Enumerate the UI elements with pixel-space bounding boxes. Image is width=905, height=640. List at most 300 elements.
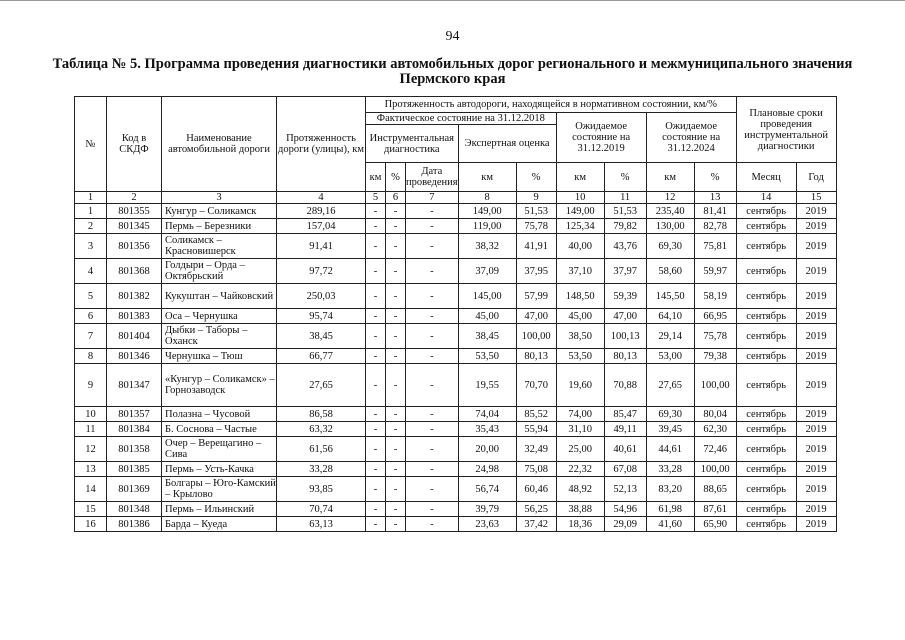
instr-km: - (366, 437, 386, 462)
exp2024-km: 130,00 (646, 219, 694, 234)
column-number: 11 (604, 192, 646, 204)
road-length: 157,04 (277, 219, 366, 234)
instr-km: - (366, 422, 386, 437)
exp2024-km: 44,61 (646, 437, 694, 462)
instr-km: - (366, 324, 386, 349)
expert-pct: 70,70 (516, 364, 556, 407)
exp2019-pct: 49,11 (604, 422, 646, 437)
exp2024-pct: 100,00 (694, 364, 736, 407)
exp2024-km: 33,28 (646, 462, 694, 477)
expert-pct: 60,46 (516, 477, 556, 502)
expert-pct: 56,25 (516, 502, 556, 517)
expert-pct: 57,99 (516, 284, 556, 309)
plan-year: 2019 (796, 502, 836, 517)
exp2019-km: 45,00 (556, 309, 604, 324)
top-edge-mark (0, 0, 905, 1)
road-code: 801386 (107, 517, 162, 532)
instr-km: - (366, 284, 386, 309)
instr-pct: - (386, 422, 406, 437)
expert-pct: 75,78 (516, 219, 556, 234)
exp2024-km: 27,65 (646, 364, 694, 407)
row-number: 7 (75, 324, 107, 349)
instr-date: - (406, 422, 459, 437)
table-row (75, 517, 837, 532)
instr-km: - (366, 407, 386, 422)
column-number: 5 (366, 192, 386, 204)
plan-month: сентябрь (736, 234, 796, 259)
exp2019-km: 22,32 (556, 462, 604, 477)
table-row (75, 204, 837, 219)
instr-date: - (406, 284, 459, 309)
exp2024-pct: 80,04 (694, 407, 736, 422)
header-plan: Плановые сроки проведения инструментальной диагностики (736, 97, 836, 163)
plan-year: 2019 (796, 284, 836, 309)
plan-month: сентябрь (736, 364, 796, 407)
expert-km: 39,79 (458, 502, 516, 517)
exp2019-pct: 47,00 (604, 309, 646, 324)
expert-km: 37,09 (458, 259, 516, 284)
road-length: 95,74 (277, 309, 366, 324)
row-number: 10 (75, 407, 107, 422)
instr-pct: - (386, 407, 406, 422)
road-name: Дыбки – Таборы – Оханск (162, 324, 277, 349)
plan-year: 2019 (796, 204, 836, 219)
table-row (75, 234, 837, 259)
column-number: 9 (516, 192, 556, 204)
road-name: Б. Соснова – Частые (162, 422, 277, 437)
expert-km: 24,98 (458, 462, 516, 477)
instr-pct: - (386, 364, 406, 407)
instr-km: - (366, 349, 386, 364)
plan-month: сентябрь (736, 462, 796, 477)
exp2019-km: 48,92 (556, 477, 604, 502)
exp2024-pct: 87,61 (694, 502, 736, 517)
column-number: 15 (796, 192, 836, 204)
plan-year: 2019 (796, 477, 836, 502)
row-number: 14 (75, 477, 107, 502)
exp2024-pct: 72,46 (694, 437, 736, 462)
column-number: 6 (386, 192, 406, 204)
table-row (75, 477, 837, 502)
road-name: Очер – Верещагино – Сива (162, 437, 277, 462)
instr-pct: - (386, 324, 406, 349)
header-expert: Экспертная оценка (458, 125, 556, 163)
road-length: 61,56 (277, 437, 366, 462)
exp2019-pct: 70,88 (604, 364, 646, 407)
road-length: 93,85 (277, 477, 366, 502)
road-name: Полазна – Чусовой (162, 407, 277, 422)
expert-km: 35,43 (458, 422, 516, 437)
instr-date: - (406, 309, 459, 324)
row-number: 9 (75, 364, 107, 407)
plan-month: сентябрь (736, 422, 796, 437)
table-row (75, 422, 837, 437)
exp2019-pct: 52,13 (604, 477, 646, 502)
plan-month: сентябрь (736, 502, 796, 517)
plan-month: сентябрь (736, 219, 796, 234)
expert-km: 149,00 (458, 204, 516, 219)
plan-month: сентябрь (736, 437, 796, 462)
road-code: 801385 (107, 462, 162, 477)
instr-date: - (406, 349, 459, 364)
road-code: 801358 (107, 437, 162, 462)
plan-month: сентябрь (736, 259, 796, 284)
plan-year: 2019 (796, 517, 836, 532)
exp2019-pct: 40,61 (604, 437, 646, 462)
road-length: 86,58 (277, 407, 366, 422)
plan-month: сентябрь (736, 324, 796, 349)
instr-km: - (366, 364, 386, 407)
road-length: 91,41 (277, 234, 366, 259)
expert-pct: 55,94 (516, 422, 556, 437)
exp2024-km: 53,00 (646, 349, 694, 364)
expert-km: 38,45 (458, 324, 516, 349)
exp2019-km: 18,36 (556, 517, 604, 532)
exp2019-km: 148,50 (556, 284, 604, 309)
table-row (75, 437, 837, 462)
instr-km: - (366, 517, 386, 532)
exp2019-pct: 51,53 (604, 204, 646, 219)
road-name: Кукуштан – Чайковский (162, 284, 277, 309)
exp2019-km: 19,60 (556, 364, 604, 407)
instr-date: - (406, 219, 459, 234)
exp2024-km: 64,10 (646, 309, 694, 324)
road-code: 801383 (107, 309, 162, 324)
expert-pct: 32,49 (516, 437, 556, 462)
instr-pct: - (386, 462, 406, 477)
exp2019-km: 37,10 (556, 259, 604, 284)
row-number: 13 (75, 462, 107, 477)
instr-pct: - (386, 477, 406, 502)
expert-pct: 47,00 (516, 309, 556, 324)
road-name: Голдыри – Орда – Октябрьский (162, 259, 277, 284)
road-name: «Кунгур – Соликамск» – Горнозаводск (162, 364, 277, 407)
exp2019-pct: 79,82 (604, 219, 646, 234)
instr-km: - (366, 219, 386, 234)
road-name: Болгары – Юго-Камский – Крылово (162, 477, 277, 502)
instr-pct: - (386, 259, 406, 284)
road-length: 63,32 (277, 422, 366, 437)
table-row (75, 259, 837, 284)
expert-pct: 100,00 (516, 324, 556, 349)
column-number: 3 (162, 192, 277, 204)
road-length: 289,16 (277, 204, 366, 219)
instr-km: - (366, 309, 386, 324)
expert-km: 119,00 (458, 219, 516, 234)
plan-year: 2019 (796, 324, 836, 349)
instr-km: - (366, 477, 386, 502)
exp2024-km: 145,50 (646, 284, 694, 309)
table-row (75, 284, 837, 309)
instr-date: - (406, 407, 459, 422)
header-pct: % (694, 163, 736, 192)
instr-pct: - (386, 309, 406, 324)
plan-month: сентябрь (736, 477, 796, 502)
instr-km: - (366, 462, 386, 477)
column-number: 14 (736, 192, 796, 204)
plan-year: 2019 (796, 234, 836, 259)
header-km: км (366, 163, 386, 192)
exp2024-pct: 79,38 (694, 349, 736, 364)
expert-pct: 85,52 (516, 407, 556, 422)
expert-km: 23,63 (458, 517, 516, 532)
table-row (75, 219, 837, 234)
header-km: км (556, 163, 604, 192)
instr-pct: - (386, 204, 406, 219)
instr-km: - (366, 259, 386, 284)
column-number: 1 (75, 192, 107, 204)
table-body (75, 204, 837, 532)
column-number: 2 (107, 192, 162, 204)
road-length: 97,72 (277, 259, 366, 284)
row-number: 3 (75, 234, 107, 259)
exp2019-km: 53,50 (556, 349, 604, 364)
instr-date: - (406, 477, 459, 502)
plan-month: сентябрь (736, 309, 796, 324)
instr-pct: - (386, 349, 406, 364)
page-number: 94 (445, 29, 460, 44)
road-code: 801384 (107, 422, 162, 437)
expert-km: 45,00 (458, 309, 516, 324)
instr-pct: - (386, 234, 406, 259)
row-number: 6 (75, 309, 107, 324)
exp2024-km: 83,20 (646, 477, 694, 502)
header-no: № (75, 97, 107, 192)
exp2024-pct: 66,95 (694, 309, 736, 324)
road-length: 70,74 (277, 502, 366, 517)
instr-pct: - (386, 502, 406, 517)
row-number: 4 (75, 259, 107, 284)
exp2019-pct: 43,76 (604, 234, 646, 259)
header-pct: % (386, 163, 406, 192)
exp2024-km: 58,60 (646, 259, 694, 284)
road-length: 27,65 (277, 364, 366, 407)
exp2019-km: 38,88 (556, 502, 604, 517)
diagnostics-table (74, 96, 837, 532)
road-code: 801368 (107, 259, 162, 284)
table-row (75, 324, 837, 349)
road-code: 801369 (107, 477, 162, 502)
row-number: 16 (75, 517, 107, 532)
instr-pct: - (386, 517, 406, 532)
expert-km: 145,00 (458, 284, 516, 309)
exp2019-pct: 37,97 (604, 259, 646, 284)
exp2019-pct: 67,08 (604, 462, 646, 477)
plan-year: 2019 (796, 309, 836, 324)
exp2019-km: 74,00 (556, 407, 604, 422)
expert-km: 19,55 (458, 364, 516, 407)
expert-km: 53,50 (458, 349, 516, 364)
expert-pct: 37,95 (516, 259, 556, 284)
header-expected-2019: Ожидаемое состояние на 31.12.2019 (556, 113, 646, 163)
plan-month: сентябрь (736, 204, 796, 219)
header-normative-group: Протяженность автодороги, находящейся в нормативном состоянии, км/% (366, 97, 737, 113)
exp2019-pct: 85,47 (604, 407, 646, 422)
header-month: Месяц (736, 163, 796, 192)
road-name: Оса – Чернушка (162, 309, 277, 324)
header-km: км (458, 163, 516, 192)
plan-year: 2019 (796, 259, 836, 284)
road-code: 801356 (107, 234, 162, 259)
exp2024-km: 69,30 (646, 234, 694, 259)
road-name: Пермь – Ильинский (162, 502, 277, 517)
plan-year: 2019 (796, 349, 836, 364)
column-number: 4 (277, 192, 366, 204)
column-number: 13 (694, 192, 736, 204)
header-year: Год (796, 163, 836, 192)
column-number: 8 (458, 192, 516, 204)
road-length: 66,77 (277, 349, 366, 364)
header-length: Протяженность дороги (улицы), км (277, 97, 366, 192)
exp2019-km: 149,00 (556, 204, 604, 219)
table-row (75, 502, 837, 517)
exp2019-pct: 59,39 (604, 284, 646, 309)
expert-pct: 37,42 (516, 517, 556, 532)
road-code: 801345 (107, 219, 162, 234)
header-instrumental: Инструментальная диагностика (366, 125, 459, 163)
table-row (75, 364, 837, 407)
expert-pct: 80,13 (516, 349, 556, 364)
road-name: Пермь – Усть-Качка (162, 462, 277, 477)
row-number: 15 (75, 502, 107, 517)
exp2024-km: 39,45 (646, 422, 694, 437)
row-number: 8 (75, 349, 107, 364)
road-name: Барда – Куеда (162, 517, 277, 532)
exp2019-pct: 54,96 (604, 502, 646, 517)
plan-month: сентябрь (736, 284, 796, 309)
instr-date: - (406, 324, 459, 349)
exp2024-pct: 81,41 (694, 204, 736, 219)
instr-km: - (366, 234, 386, 259)
road-code: 801357 (107, 407, 162, 422)
row-number: 12 (75, 437, 107, 462)
exp2019-pct: 80,13 (604, 349, 646, 364)
instr-pct: - (386, 284, 406, 309)
exp2024-pct: 75,78 (694, 324, 736, 349)
table-row (75, 309, 837, 324)
road-length: 63,13 (277, 517, 366, 532)
road-name: Чернушка – Тюш (162, 349, 277, 364)
table-row (75, 349, 837, 364)
header-pct: % (604, 163, 646, 192)
exp2019-km: 40,00 (556, 234, 604, 259)
plan-month: сентябрь (736, 517, 796, 532)
instr-date: - (406, 437, 459, 462)
plan-year: 2019 (796, 364, 836, 407)
instr-pct: - (386, 219, 406, 234)
road-code: 801404 (107, 324, 162, 349)
instr-km: - (366, 502, 386, 517)
plan-month: сентябрь (736, 407, 796, 422)
road-code: 801382 (107, 284, 162, 309)
exp2024-pct: 82,78 (694, 219, 736, 234)
exp2024-km: 235,40 (646, 204, 694, 219)
header-expected-2024: Ожидаемое состояние на 31.12.2024 (646, 113, 736, 163)
header-km: км (646, 163, 694, 192)
exp2024-pct: 58,19 (694, 284, 736, 309)
road-name: Пермь – Березники (162, 219, 277, 234)
header-name: Наименование автомобильной дороги (162, 97, 277, 192)
road-length: 250,03 (277, 284, 366, 309)
road-length: 33,28 (277, 462, 366, 477)
instr-date: - (406, 502, 459, 517)
expert-km: 56,74 (458, 477, 516, 502)
instr-date: - (406, 234, 459, 259)
road-name: Соликамск – Красновишерск (162, 234, 277, 259)
exp2024-pct: 75,81 (694, 234, 736, 259)
exp2024-km: 29,14 (646, 324, 694, 349)
expert-pct: 41,91 (516, 234, 556, 259)
table-row (75, 407, 837, 422)
road-code: 801355 (107, 204, 162, 219)
exp2019-km: 125,34 (556, 219, 604, 234)
instr-date: - (406, 462, 459, 477)
road-length: 38,45 (277, 324, 366, 349)
exp2024-pct: 59,97 (694, 259, 736, 284)
table-header (75, 97, 837, 204)
header-actual: Фактическое состояние на 31.12.2018 (366, 113, 557, 125)
exp2024-km: 69,30 (646, 407, 694, 422)
header-diag-date: Дата проведения (406, 163, 459, 192)
column-number: 7 (406, 192, 459, 204)
column-number: 12 (646, 192, 694, 204)
instr-date: - (406, 204, 459, 219)
exp2019-pct: 29,09 (604, 517, 646, 532)
road-code: 801348 (107, 502, 162, 517)
expert-km: 20,00 (458, 437, 516, 462)
road-code: 801347 (107, 364, 162, 407)
exp2024-pct: 100,00 (694, 462, 736, 477)
expert-pct: 75,08 (516, 462, 556, 477)
exp2024-km: 41,60 (646, 517, 694, 532)
row-number: 5 (75, 284, 107, 309)
exp2024-pct: 88,65 (694, 477, 736, 502)
column-number: 10 (556, 192, 604, 204)
exp2024-km: 61,98 (646, 502, 694, 517)
exp2019-km: 31,10 (556, 422, 604, 437)
exp2024-pct: 65,90 (694, 517, 736, 532)
exp2024-pct: 62,30 (694, 422, 736, 437)
instr-pct: - (386, 437, 406, 462)
exp2019-km: 38,50 (556, 324, 604, 349)
plan-year: 2019 (796, 422, 836, 437)
plan-month: сентябрь (736, 349, 796, 364)
plan-year: 2019 (796, 437, 836, 462)
instr-date: - (406, 517, 459, 532)
header-pct: % (516, 163, 556, 192)
exp2019-km: 25,00 (556, 437, 604, 462)
plan-year: 2019 (796, 407, 836, 422)
expert-km: 38,32 (458, 234, 516, 259)
expert-km: 74,04 (458, 407, 516, 422)
row-number: 2 (75, 219, 107, 234)
road-name: Кунгур – Соликамск (162, 204, 277, 219)
exp2019-pct: 100,13 (604, 324, 646, 349)
header-code: Код в СКДФ (107, 97, 162, 192)
table-title: Таблица № 5. Программа проведения диагностики автомобильных дорог регионального и межмуниципального значения Пермского края (52, 56, 853, 87)
plan-year: 2019 (796, 219, 836, 234)
row-number: 11 (75, 422, 107, 437)
column-number-row (75, 192, 837, 204)
instr-date: - (406, 259, 459, 284)
instr-date: - (406, 364, 459, 407)
instr-km: - (366, 204, 386, 219)
table-row (75, 462, 837, 477)
row-number: 1 (75, 204, 107, 219)
plan-year: 2019 (796, 462, 836, 477)
expert-pct: 51,53 (516, 204, 556, 219)
road-code: 801346 (107, 349, 162, 364)
